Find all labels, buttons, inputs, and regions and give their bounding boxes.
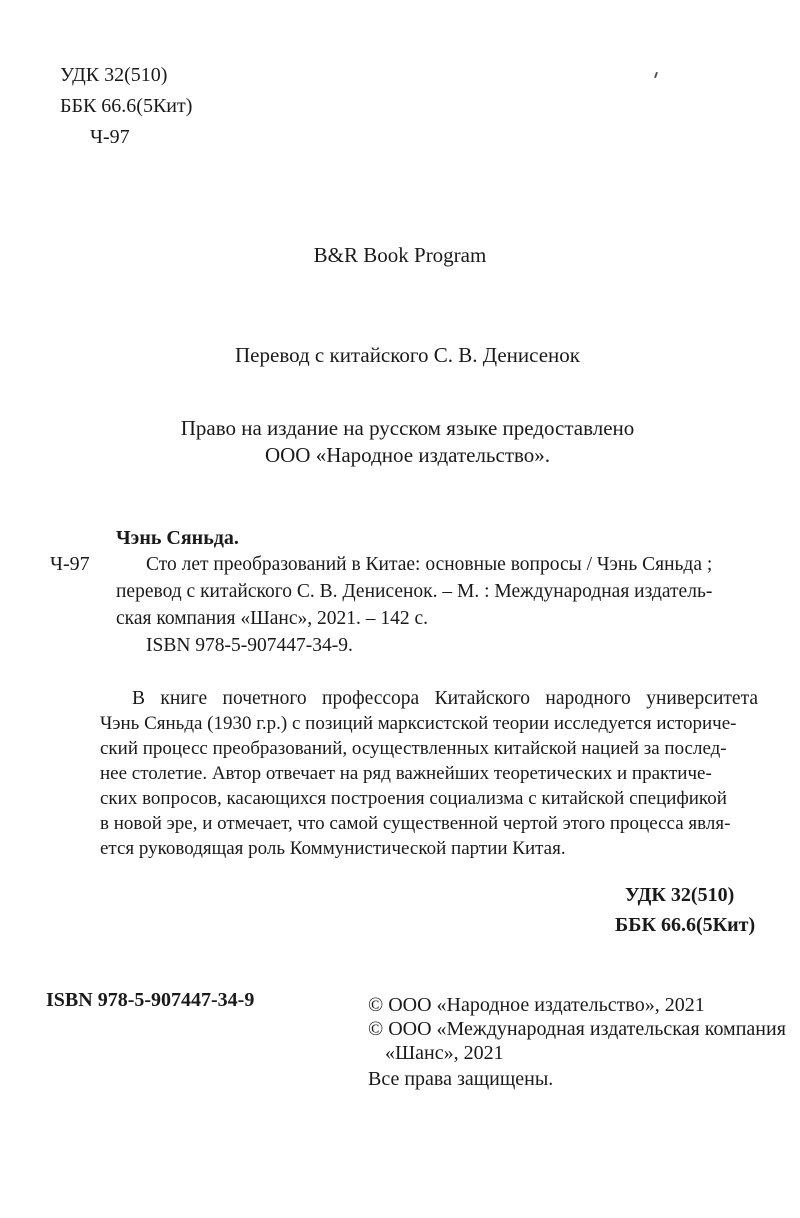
isbn: ISBN 978-5-907447-34-9 bbox=[46, 989, 255, 1011]
rights-note-line-1: Право на издание на русском языке предоставлено bbox=[180, 416, 635, 440]
author-mark-top: Ч-97 bbox=[90, 126, 130, 148]
annotation-line-7: ется руководящая роль Коммунистической партии Китая. bbox=[100, 838, 566, 859]
translation-note: Перевод с китайского С. В. Денисенок bbox=[235, 343, 580, 367]
catalog-isbn: ISBN 978-5-907447-34-9. bbox=[146, 635, 353, 656]
annotation-line-2: Чэнь Сяньда (1930 г.р.) с позиций марксистской теории исследуется историче- bbox=[100, 713, 737, 734]
catalog-author-mark: Ч-97 bbox=[50, 553, 90, 575]
annotation-line-5: ских вопросов, касающихся построения социализма с китайской спецификой bbox=[100, 788, 727, 809]
copyright-line-3: «Шанс», 2021 bbox=[385, 1042, 504, 1064]
copyright-line-2: © ООО «Международная издательская компания bbox=[368, 1018, 786, 1040]
catalog-line-2: перевод с китайского С. В. Денисенок. – М. : Международная издатель- bbox=[116, 581, 713, 602]
rights-note-line-2: ООО «Народное издательство». bbox=[264, 443, 551, 467]
catalog-author: Чэнь Сяньда. bbox=[116, 527, 239, 549]
series-title: B&R Book Program bbox=[313, 243, 487, 267]
annotation-line-3: ский процесс преобразований, осуществленных китайской нацией за послед- bbox=[100, 738, 727, 759]
catalog-line-1: Сто лет преобразований в Китае: основные вопросы / Чэнь Сяньда ; bbox=[146, 554, 713, 575]
catalog-line-3: ская компания «Шанс», 2021. – 142 с. bbox=[116, 608, 429, 629]
rights-reserved: Все права защищены. bbox=[368, 1068, 554, 1090]
print-speck bbox=[654, 72, 658, 78]
copyright-line-1: © ООО «Народное издательство», 2021 bbox=[368, 994, 705, 1016]
annotation-line-1: В книге почетного профессора Китайского народного университета bbox=[132, 688, 758, 709]
udk-code-top: УДК 32(510) bbox=[60, 64, 168, 86]
annotation-line-4: нее столетие. Автор отвечает на ряд важнейших теоретических и практиче- bbox=[100, 763, 712, 784]
udk-code-bottom: УДК 32(510) bbox=[625, 884, 735, 906]
bbk-code-bottom: ББК 66.6(5Кит) bbox=[615, 914, 756, 936]
bbk-code-top: ББК 66.6(5Кит) bbox=[60, 95, 193, 117]
annotation-line-6: в новой эре, и отмечает, что самой существенной чертой этого процесса явля- bbox=[100, 813, 731, 834]
